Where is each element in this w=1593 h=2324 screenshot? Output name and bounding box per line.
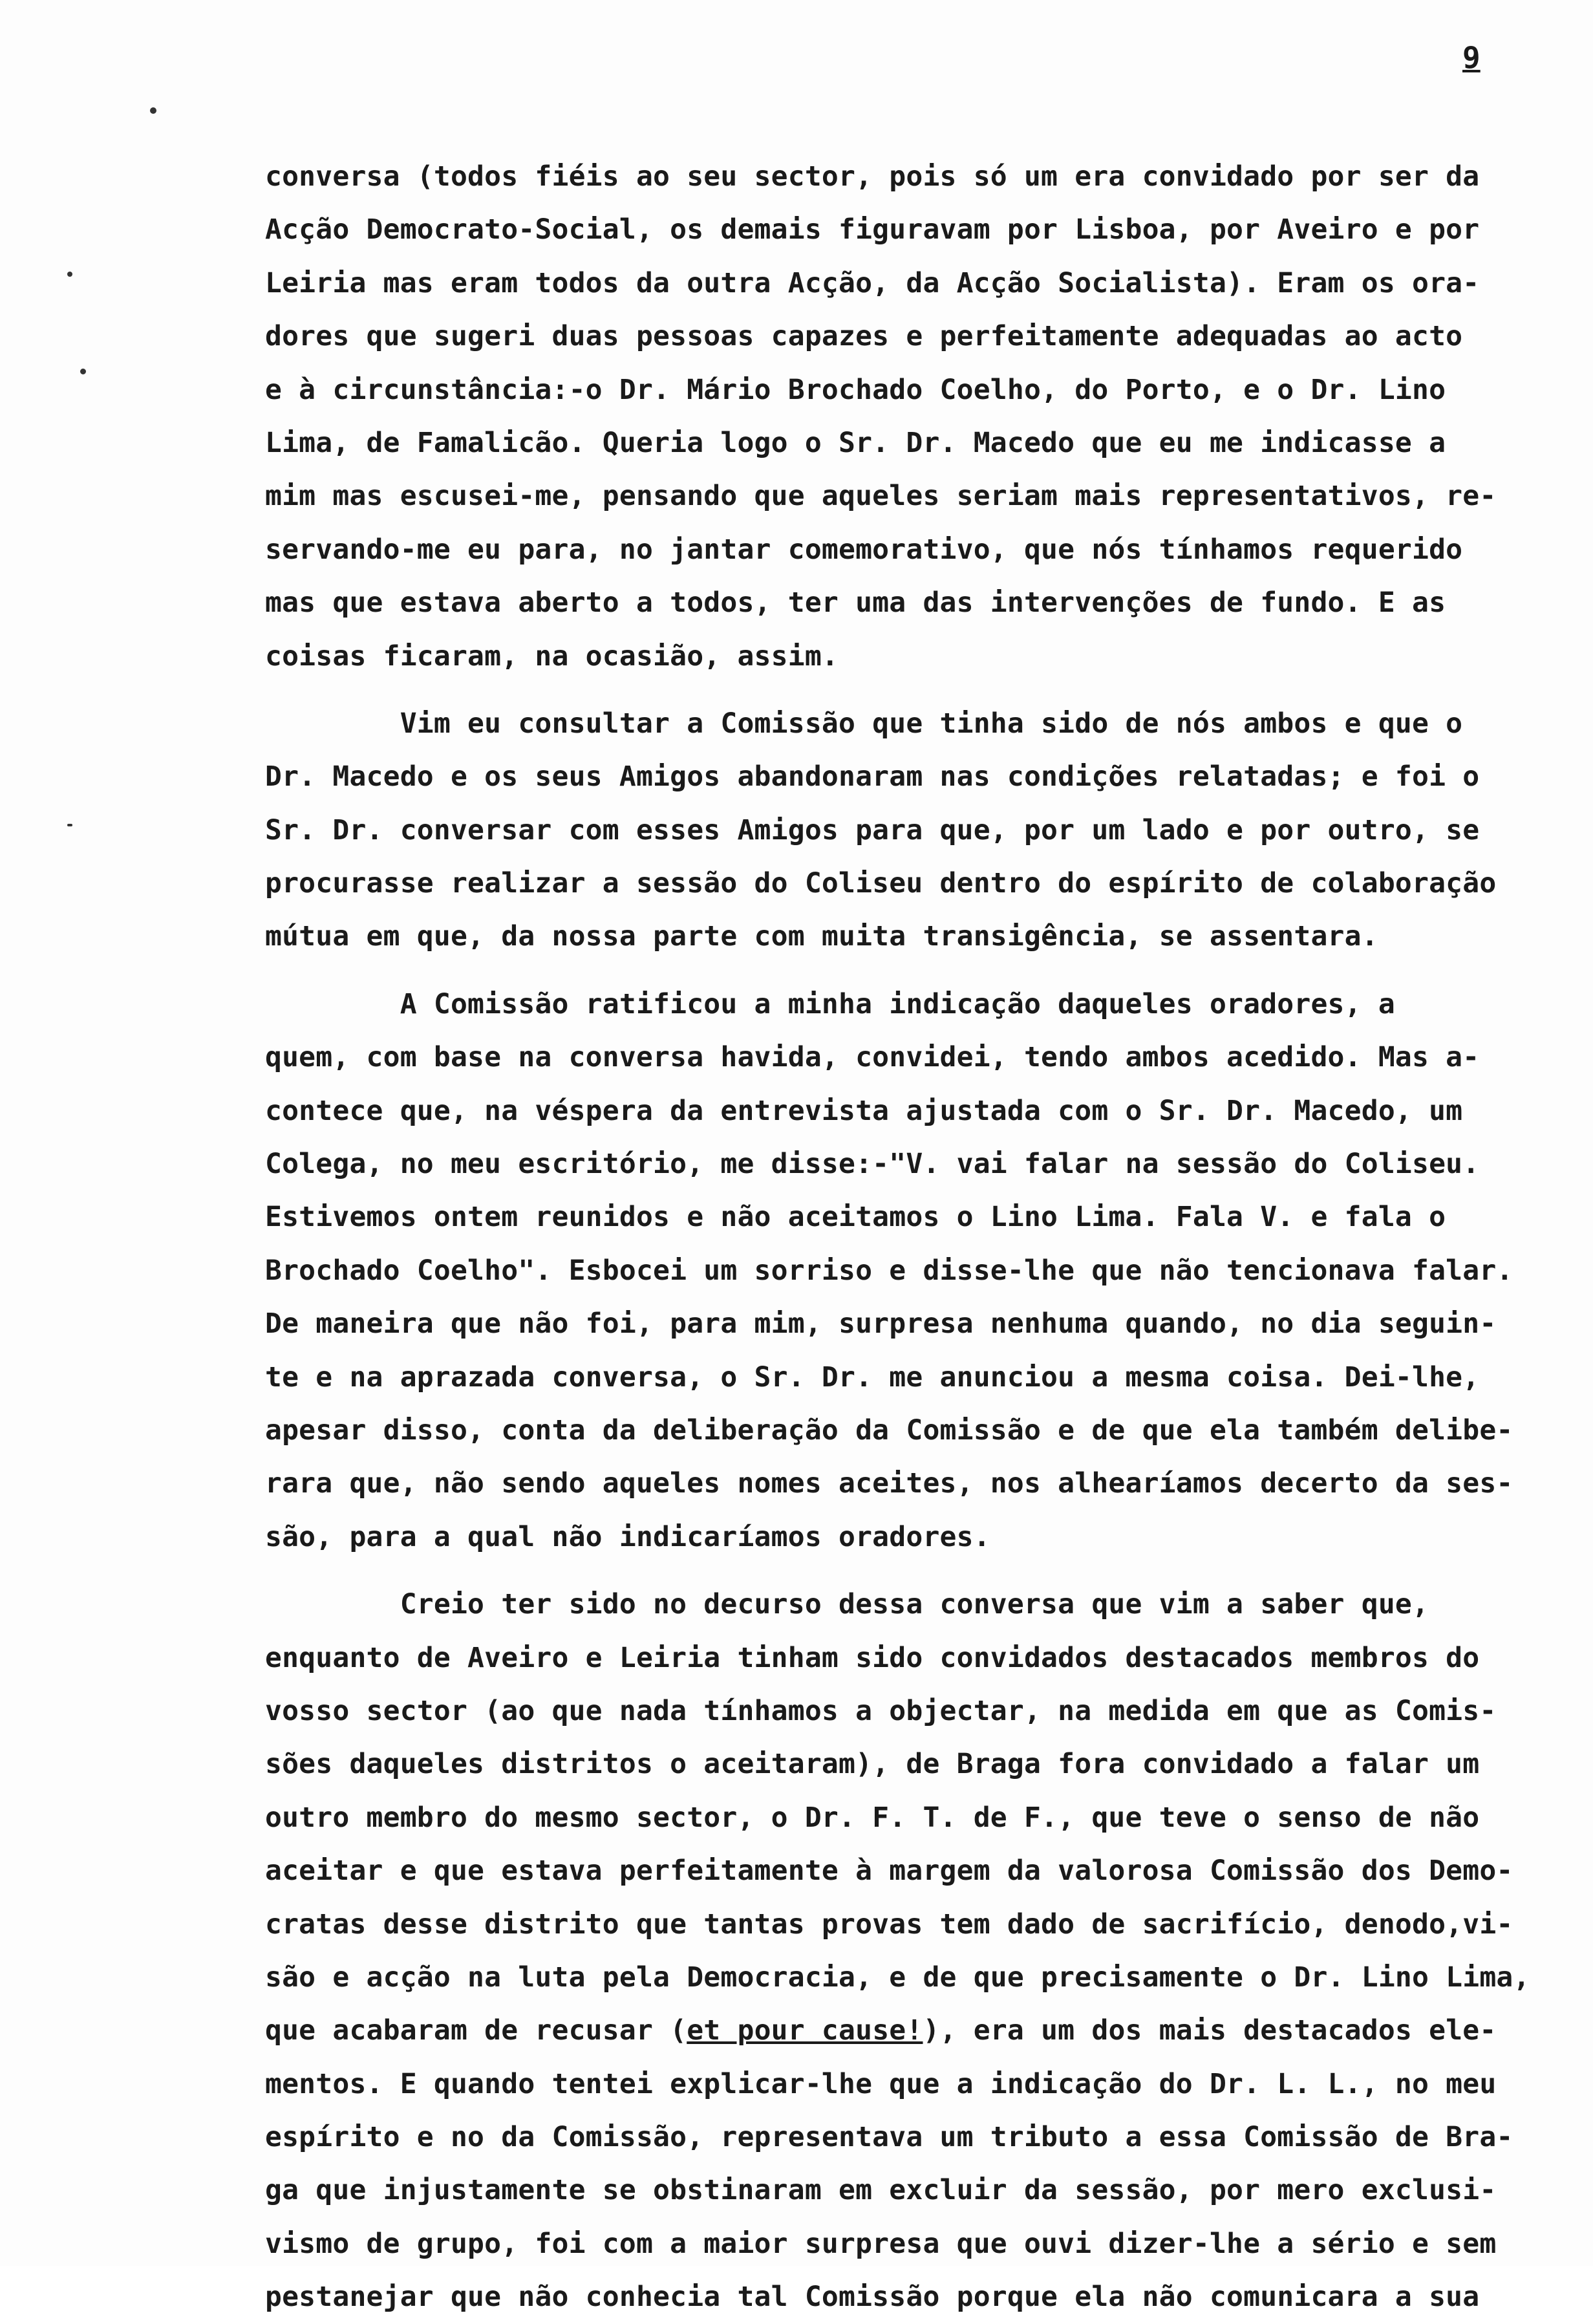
text-line: pestanejar que não conhecia tal Comissão porque ela não comunicara a sua (265, 2281, 1480, 2314)
text-line: conversa (todos fiéis ao seu sector, pois só um era convidado por ser da (265, 160, 1480, 193)
text-line: são, para a qual não indicaríamos oradores. (265, 1520, 990, 1553)
paragraph-gap (265, 1564, 1532, 1578)
text-line: enquanto de Aveiro e Leiria tinham sido convidados destacados membros do (265, 1641, 1480, 1674)
scan-speck (67, 272, 72, 277)
scan-speck (150, 107, 156, 114)
text-line: mútua em que, da nossa parte com muita transigência, se assentara. (265, 920, 1378, 953)
text-line: Vim eu consultar a Comissão que tinha sido de nós ambos e que o (265, 707, 1463, 740)
text-line: quem, com base na conversa havida, convidei, tendo ambos acedido. Mas a- (265, 1041, 1480, 1074)
text-line: te e na aprazada conversa, o Sr. Dr. me anunciou a mesma coisa. Dei-lhe, (265, 1361, 1480, 1393)
text-line: vismo de grupo, foi com a maior surpresa que ouvi dizer-lhe a sério e sem (265, 2227, 1497, 2260)
text-line: coisas ficaram, na ocasião, assim. (265, 640, 839, 672)
text-line: que acabaram de recusar (et pour cause!), era um dos mais destacados ele- (265, 2014, 1497, 2047)
text-line: Dr. Macedo e os seus Amigos abandonaram nas condições relatadas; e foi o (265, 760, 1480, 793)
text-line: procurasse realizar a sessão do Coliseu dentro do espírito de colaboração (265, 867, 1497, 900)
text-line: contece que, na véspera da entrevista ajustada com o Sr. Dr. Macedo, um (265, 1094, 1463, 1127)
text-line: Creio ter sido no decurso dessa conversa que vim a saber que, (265, 1588, 1429, 1621)
text-line: e à circunstância:-o Dr. Mário Brochado Coelho, do Porto, e o Dr. Lino (265, 373, 1446, 406)
text-line: Colega, no meu escritório, me disse:-"V. vai falar na sessão do Coliseu. (265, 1148, 1480, 1181)
text-line: são e acção na luta pela Democracia, e de que precisamente o Dr. Lino Lima, (265, 1961, 1530, 1994)
text-line: Brochado Coelho". Esbocei um sorriso e disse-lhe que não tencionava falar. (265, 1254, 1513, 1287)
scan-speck (80, 369, 86, 374)
text-line: ga que injustamente se obstinaram em excluir da sessão, por mero exclusi- (265, 2174, 1497, 2207)
paragraph-gap (265, 963, 1532, 978)
text-line: Sr. Dr. conversar com esses Amigos para que, por um lado e por outro, se (265, 813, 1480, 846)
text-line: apesar disso, conta da deliberação da Comissão e de que ela também delibe- (265, 1414, 1513, 1447)
text-line: dores que sugeri duas pessoas capazes e perfeitamente adequadas ao acto (265, 320, 1463, 353)
text-line: Estivemos ontem reunidos e não aceitamos o Lino Lima. Fala V. e fala o (265, 1201, 1446, 1234)
text-line: servando-me eu para, no jantar comemorativo, que nós tínhamos requerido (265, 533, 1463, 566)
scan-speck (67, 824, 72, 826)
text-line: outro membro do mesmo sector, o Dr. F. T. de F., que teve o senso de não (265, 1801, 1480, 1834)
text-line: mentos. E quando tentei explicar-lhe que a indicação do Dr. L. L., no meu (265, 2067, 1497, 2100)
paragraph-gap (265, 683, 1532, 697)
text-line: mas que estava aberto a todos, ter uma das intervenções de fundo. E as (265, 586, 1446, 619)
underlined-phrase: et pour cause! (687, 2014, 923, 2047)
page-number: 9 (1462, 40, 1481, 75)
text-line: Leiria mas eram todos da outra Acção, da Acção Socialista). Eram os ora- (265, 266, 1480, 299)
text-line: aceitar e que estava perfeitamente à margem da valorosa Comissão dos Demo- (265, 1855, 1513, 1888)
text-line: vosso sector (ao que nada tínhamos a objectar, na medida em que as Comis- (265, 1694, 1497, 1727)
text-line: rara que, não sendo aqueles nomes aceites, nos alhearíamos decerto da ses- (265, 1467, 1513, 1500)
text-line: espírito e no da Comissão, representava um tributo a essa Comissão de Bra- (265, 2121, 1513, 2154)
text-line: cratas desse distrito que tantas provas tem dado de sacrifício, denodo,vi- (265, 1908, 1513, 1941)
text-line: De maneira que não foi, para mim, surpresa nenhuma quando, no dia seguin- (265, 1307, 1497, 1340)
text-line: Acção Democrato-Social, os demais figuravam por Lisboa, por Aveiro e por (265, 213, 1480, 246)
text-line: mim mas escusei-me, pensando que aqueles seriam mais representativos, re- (265, 480, 1497, 513)
text-line: Lima, de Famalicão. Queria logo o Sr. Dr. Macedo que eu me indicasse a (265, 426, 1446, 459)
text-line: A Comissão ratificou a minha indicação daqueles oradores, a (265, 987, 1395, 1020)
letter-body (265, 150, 1532, 2324)
text-line: sões daqueles distritos o aceitaram), de Braga fora convidado a falar um (265, 1748, 1480, 1781)
